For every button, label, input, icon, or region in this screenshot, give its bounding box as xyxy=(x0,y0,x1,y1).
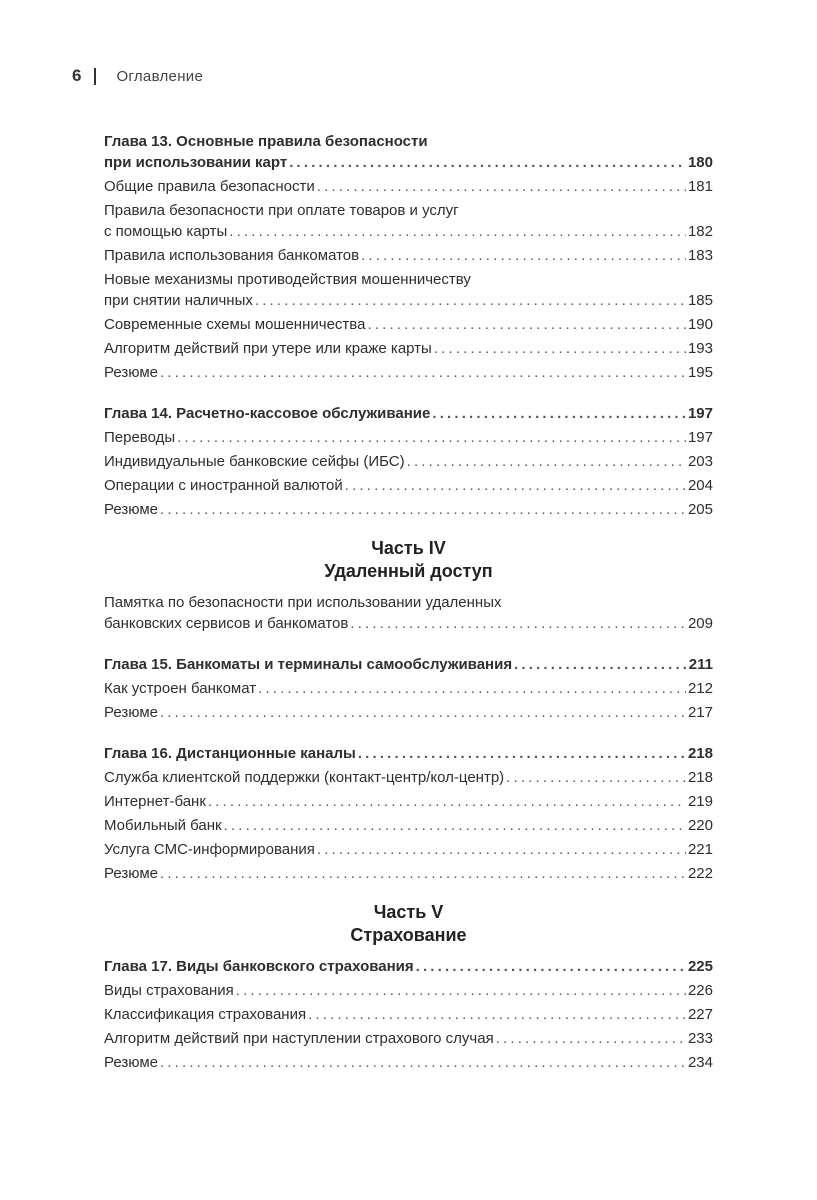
entry-page-number: 182 xyxy=(687,223,713,240)
toc-entry[interactable] xyxy=(104,496,713,520)
dot-leader xyxy=(496,1028,686,1049)
entry-last-line xyxy=(104,863,713,884)
entry-last-line xyxy=(104,980,713,1001)
entry-page-number: 183 xyxy=(687,247,713,264)
entry-title-line: Резюме xyxy=(104,1054,158,1071)
entry-title-line: Глава 15. Банкоматы и терминалы самообслуживания xyxy=(104,656,513,673)
entry-last-line xyxy=(104,1028,713,1049)
entry-page-number: 234 xyxy=(687,1054,713,1071)
entry-title-line: Резюме xyxy=(104,501,158,518)
entry-last-line xyxy=(104,1052,713,1073)
entry-title-line: Мобильный банк xyxy=(104,817,222,834)
toc-entry[interactable] xyxy=(104,424,713,448)
dot-leader xyxy=(317,839,686,860)
entry-title-line: Переводы xyxy=(104,429,176,446)
entry-page-number: 218 xyxy=(687,745,713,762)
dot-leader xyxy=(506,767,686,788)
entry-title-line: Алгоритм действий при наступлении страхового случая xyxy=(104,1030,494,1047)
entry-page-number: 225 xyxy=(687,958,713,975)
entry-page-number: 197 xyxy=(687,405,713,422)
chapter-entry[interactable] xyxy=(104,651,713,675)
toc-entry[interactable] xyxy=(104,675,713,699)
entry-title-line: Классификация страхования xyxy=(104,1006,307,1023)
entry-last-line xyxy=(104,613,713,634)
toc-entry[interactable] xyxy=(104,836,713,860)
entry-page-number: 197 xyxy=(687,429,713,446)
dot-leader xyxy=(229,221,686,242)
toc-section xyxy=(104,953,713,1073)
part-heading-line: Удаленный доступ xyxy=(324,561,493,581)
entry-last-line xyxy=(104,314,713,335)
chapter-entry[interactable] xyxy=(104,740,713,764)
entry-last-line xyxy=(104,815,713,836)
toc-entry[interactable] xyxy=(104,335,713,359)
toc-entry[interactable] xyxy=(104,589,713,634)
dot-leader xyxy=(361,245,686,266)
page-number: 6 xyxy=(72,66,82,85)
entry-title-line: при использовании карт xyxy=(104,154,288,171)
toc-entry[interactable] xyxy=(104,699,713,723)
entry-last-line xyxy=(104,152,713,173)
part-heading xyxy=(104,901,713,947)
entry-page-number: 193 xyxy=(687,340,713,357)
toc-entry[interactable] xyxy=(104,266,713,311)
toc-entry[interactable] xyxy=(104,764,713,788)
dot-leader xyxy=(514,654,687,675)
part-heading-line: Часть IV xyxy=(371,538,446,558)
entry-page-number: 204 xyxy=(687,477,713,494)
dot-leader xyxy=(289,152,686,173)
entry-last-line xyxy=(104,176,713,197)
toc-entry[interactable] xyxy=(104,242,713,266)
toc-entry[interactable] xyxy=(104,788,713,812)
toc-entry[interactable] xyxy=(104,1049,713,1073)
entry-last-line xyxy=(104,791,713,812)
dot-leader xyxy=(236,980,686,1001)
entry-page-number: 185 xyxy=(687,292,713,309)
entry-title-line: Индивидуальные банковские сейфы (ИБС) xyxy=(104,453,405,470)
dot-leader xyxy=(434,338,686,359)
toc-section xyxy=(104,740,713,884)
entry-title-line: с помощью карты xyxy=(104,223,228,240)
header-divider xyxy=(94,68,96,85)
dot-leader xyxy=(224,815,686,836)
entry-last-line xyxy=(104,221,713,242)
entry-title-line: Глава 13. Основные правила безопасности xyxy=(104,133,428,150)
running-title: Оглавление xyxy=(116,67,204,85)
entry-title-line: Правила использования банкоматов xyxy=(104,247,360,264)
entry-page-number: 233 xyxy=(687,1030,713,1047)
dot-leader xyxy=(160,863,686,884)
dot-leader xyxy=(317,176,686,197)
dot-leader xyxy=(358,743,686,764)
dot-leader xyxy=(160,362,686,383)
entry-page-number: 227 xyxy=(687,1006,713,1023)
entry-page-number: 180 xyxy=(687,154,713,171)
dot-leader xyxy=(160,499,686,520)
entry-title-line: Резюме xyxy=(104,865,158,882)
dot-leader xyxy=(160,702,686,723)
chapter-entry[interactable] xyxy=(104,953,713,977)
entry-last-line xyxy=(104,654,713,675)
chapter-entry[interactable] xyxy=(104,128,713,173)
entry-last-line xyxy=(104,767,713,788)
toc-entry[interactable] xyxy=(104,173,713,197)
dot-leader xyxy=(367,314,686,335)
entry-title-line: Услуга СМС-информирования xyxy=(104,841,315,858)
toc-section xyxy=(104,651,713,723)
dot-leader xyxy=(177,427,686,448)
entry-page-number: 217 xyxy=(687,704,713,721)
entry-last-line xyxy=(104,245,713,266)
entry-title-line: Памятка по безопасности при использовании удаленных xyxy=(104,594,502,611)
entry-last-line xyxy=(104,403,713,424)
entry-title-line: Виды страхования xyxy=(104,982,234,999)
entry-last-line xyxy=(104,290,713,311)
entry-title-line: Резюме xyxy=(104,704,158,721)
entry-last-line xyxy=(104,678,713,699)
part-heading xyxy=(104,537,713,583)
dot-leader xyxy=(208,791,686,812)
toc-entry[interactable] xyxy=(104,1001,713,1025)
running-header xyxy=(72,64,203,88)
dot-leader xyxy=(407,451,686,472)
entry-page-number: 222 xyxy=(687,865,713,882)
entry-title-line: Современные схемы мошенничества xyxy=(104,316,366,333)
entry-title-line: Глава 16. Дистанционные каналы xyxy=(104,745,356,762)
entry-page-number: 226 xyxy=(687,982,713,999)
entry-title-line: Операции с иностранной валютой xyxy=(104,477,343,494)
entry-title-line: Резюме xyxy=(104,364,158,381)
dot-leader xyxy=(160,1052,686,1073)
entry-last-line xyxy=(104,956,713,977)
toc-entry[interactable] xyxy=(104,448,713,472)
entry-last-line xyxy=(104,839,713,860)
toc-entry[interactable] xyxy=(104,812,713,836)
entry-title-line: Правила безопасности при оплате товаров и услуг xyxy=(104,202,459,219)
entry-page-number: 218 xyxy=(687,769,713,786)
entry-title-line: Новые механизмы противодействия мошенничеству xyxy=(104,271,471,288)
dot-leader xyxy=(258,678,686,699)
entry-last-line xyxy=(104,338,713,359)
entry-last-line xyxy=(104,427,713,448)
entry-page-number: 209 xyxy=(687,615,713,632)
toc-section xyxy=(104,589,713,634)
entry-page-number: 219 xyxy=(687,793,713,810)
entry-title-line: при снятии наличных xyxy=(104,292,253,309)
toc-entry[interactable] xyxy=(104,472,713,496)
entry-page-number: 221 xyxy=(687,841,713,858)
chapter-entry[interactable] xyxy=(104,400,713,424)
toc-entry[interactable] xyxy=(104,311,713,335)
entry-title-line: банковских сервисов и банкоматов xyxy=(104,615,349,632)
entry-title-line: Служба клиентской поддержки (контакт-центр/кол-центр) xyxy=(104,769,505,786)
entry-last-line xyxy=(104,362,713,383)
dot-leader xyxy=(308,1004,686,1025)
toc-entry[interactable] xyxy=(104,197,713,242)
entry-title-line: Глава 14. Расчетно-кассовое обслуживание xyxy=(104,405,431,422)
dot-leader xyxy=(416,956,686,977)
entry-last-line xyxy=(104,1004,713,1025)
table-of-contents xyxy=(104,128,713,1090)
toc-entry[interactable] xyxy=(104,359,713,383)
toc-section xyxy=(104,128,713,383)
toc-section xyxy=(104,400,713,520)
entry-page-number: 190 xyxy=(687,316,713,333)
entry-last-line xyxy=(104,475,713,496)
entry-page-number: 181 xyxy=(687,178,713,195)
entry-title-line: Алгоритм действий при утере или краже карты xyxy=(104,340,432,357)
part-heading-line: Часть V xyxy=(373,902,444,922)
dot-leader xyxy=(345,475,686,496)
entry-last-line xyxy=(104,702,713,723)
entry-page-number: 212 xyxy=(687,680,713,697)
toc-entry[interactable] xyxy=(104,977,713,1001)
toc-entry[interactable] xyxy=(104,1025,713,1049)
entry-page-number: 211 xyxy=(688,656,713,673)
entry-title-line: Интернет-банк xyxy=(104,793,206,810)
dot-leader xyxy=(255,290,686,311)
entry-last-line xyxy=(104,499,713,520)
entry-title-line: Глава 17. Виды банковского страхования xyxy=(104,958,414,975)
part-heading-line: Страхование xyxy=(350,925,467,945)
entry-last-line xyxy=(104,451,713,472)
entry-title-line: Общие правила безопасности xyxy=(104,178,315,195)
entry-page-number: 205 xyxy=(687,501,713,518)
entry-page-number: 220 xyxy=(687,817,713,834)
entry-page-number: 195 xyxy=(687,364,713,381)
entry-page-number: 203 xyxy=(687,453,713,470)
entry-last-line xyxy=(104,743,713,764)
dot-leader xyxy=(432,403,686,424)
dot-leader xyxy=(350,613,686,634)
entry-title-line: Как устроен банкомат xyxy=(104,680,257,697)
toc-entry[interactable] xyxy=(104,860,713,884)
